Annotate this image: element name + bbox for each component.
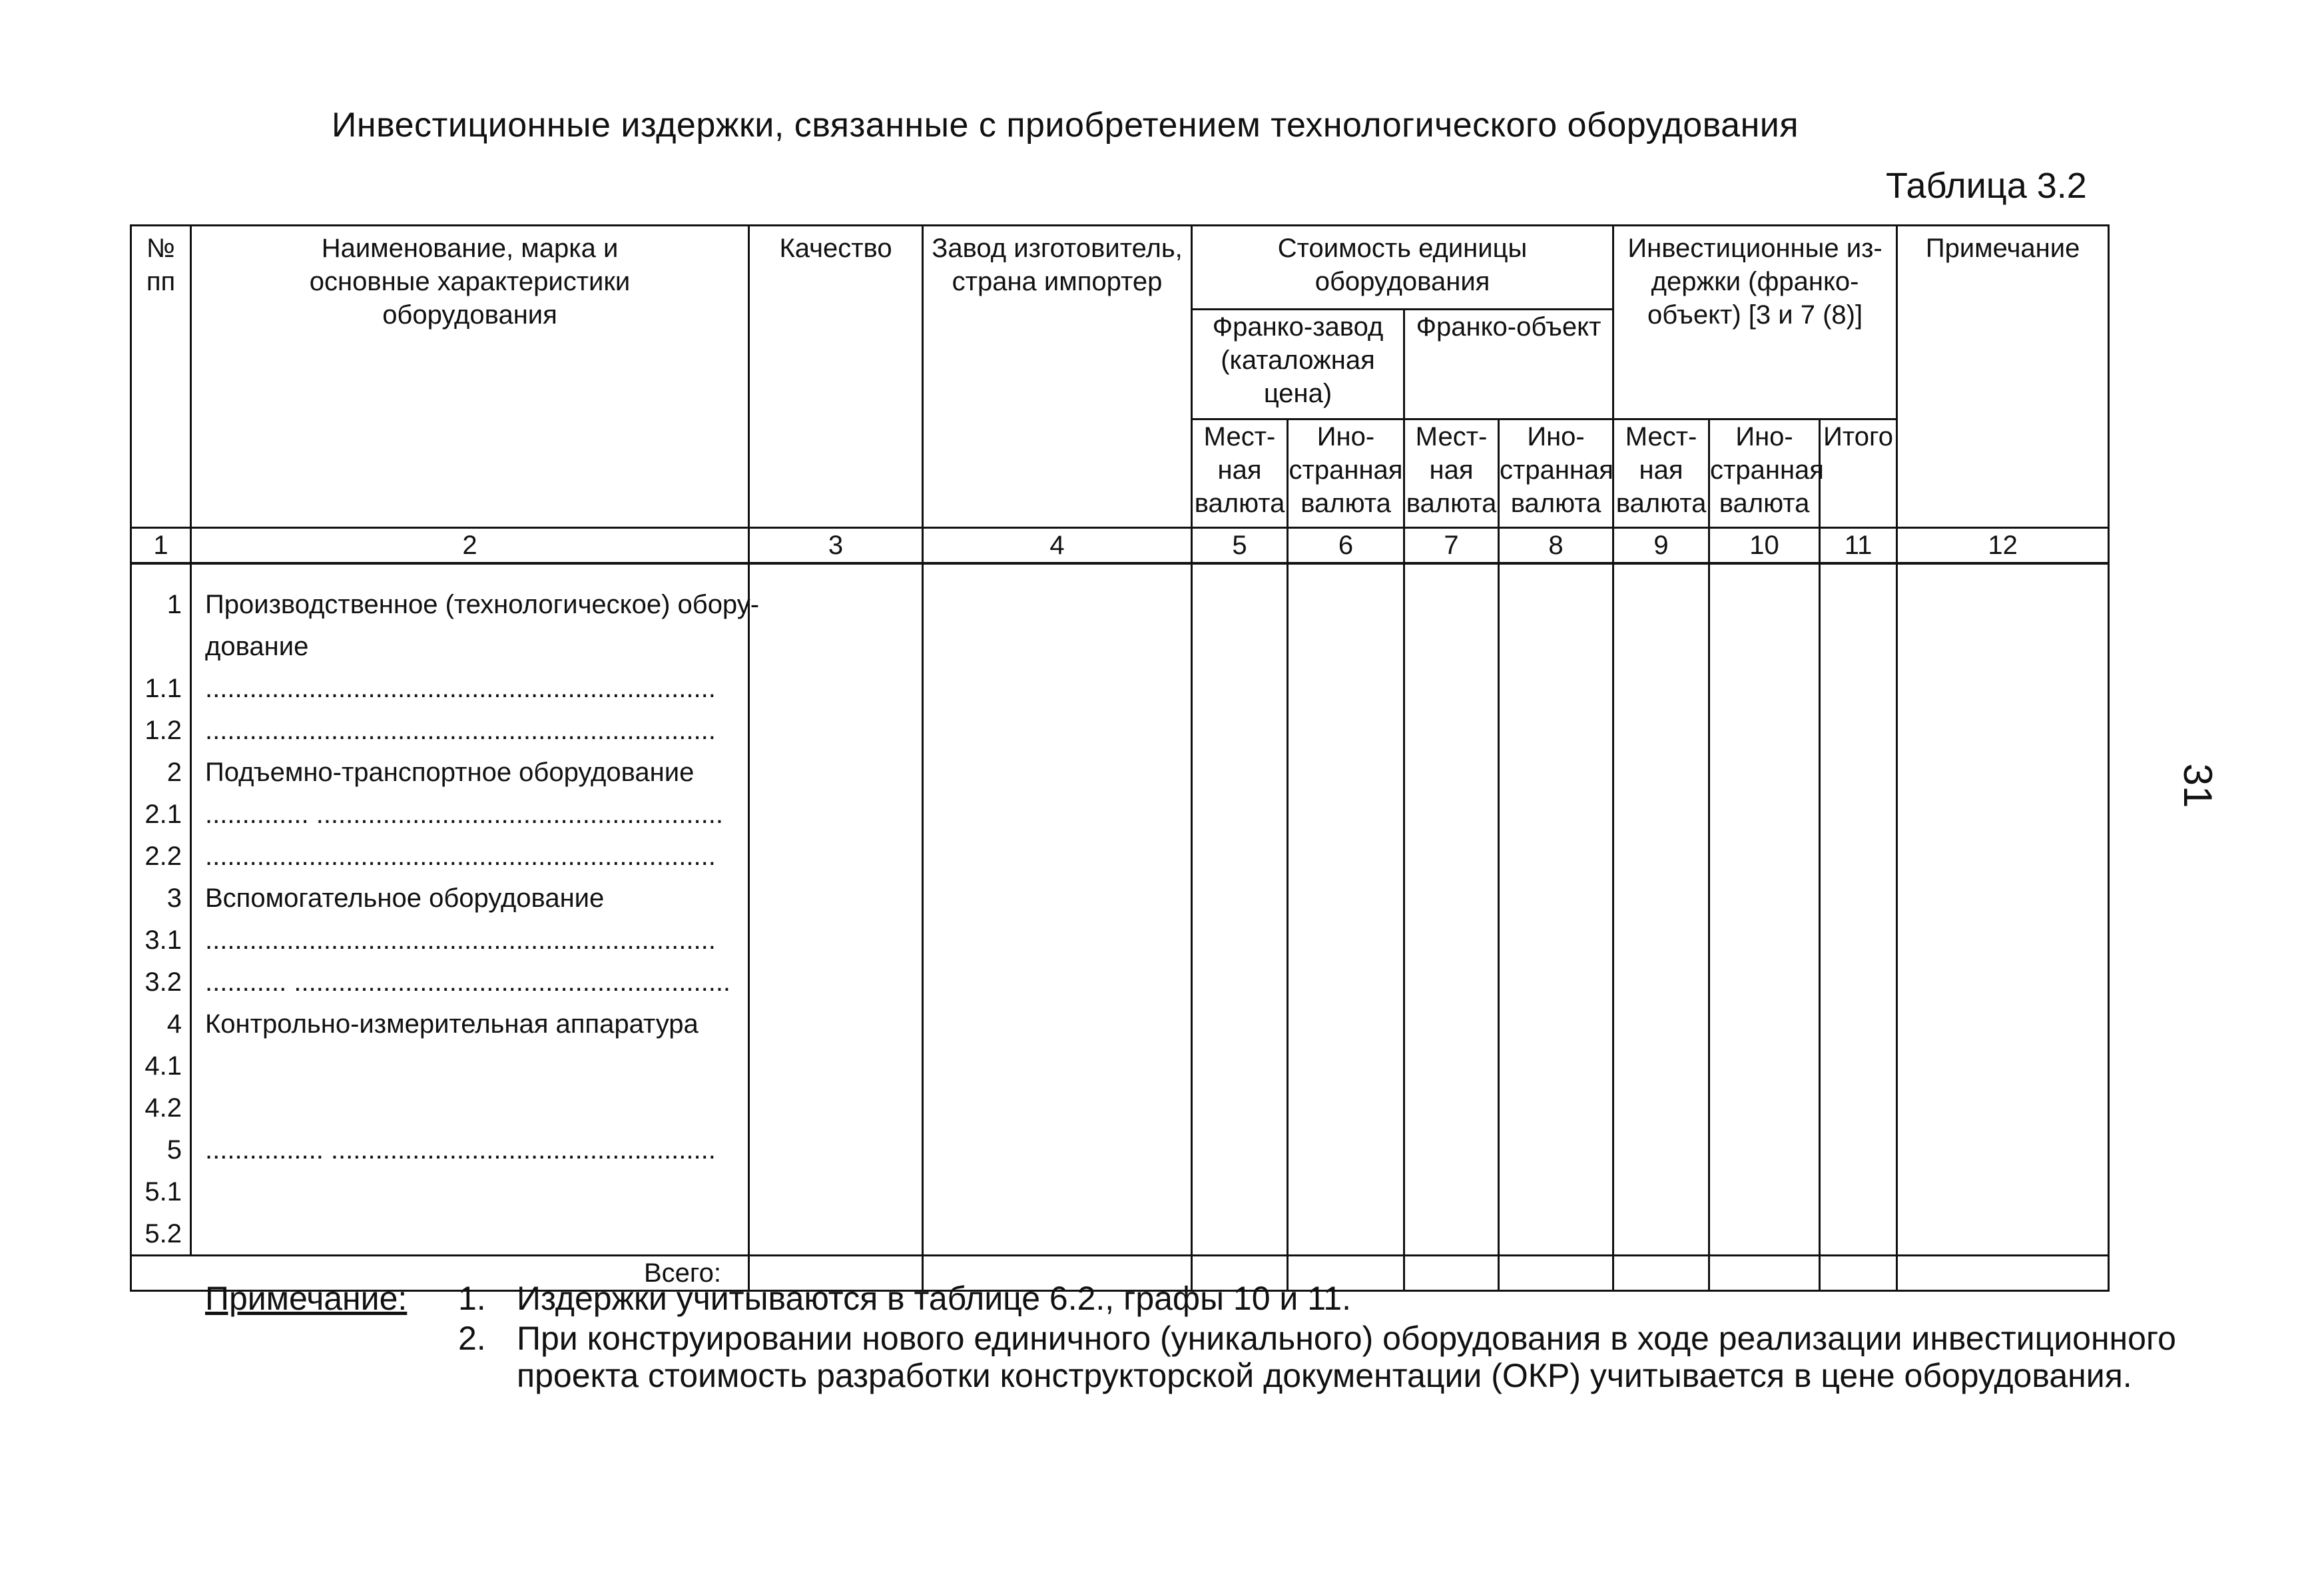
header-no-text: № пп	[146, 234, 176, 296]
header-local-currency-9: Мест-ная валюта	[1613, 419, 1709, 528]
cell-col-12	[1897, 563, 2109, 1256]
header-maker: Завод изготовитель, страна импортер	[923, 226, 1192, 528]
item-number: 4.1	[144, 1051, 182, 1081]
item-name	[205, 1045, 744, 1087]
item-name: .....................................................................	[205, 673, 716, 703]
total-cell-8	[1499, 1256, 1613, 1291]
cell-col-8	[1499, 563, 1613, 1256]
item-number: 2.2	[144, 841, 182, 871]
table-number-label: Таблица 3.2	[1886, 166, 2087, 206]
item-name	[205, 1171, 744, 1212]
column-number: 6	[1288, 528, 1404, 564]
header-note: Примечание	[1897, 226, 2109, 528]
header-local-currency-7: Мест-ная валюта	[1404, 419, 1499, 528]
total-cell-10	[1709, 1256, 1820, 1291]
header-unit-cost: Стоимость единицы оборудования	[1192, 226, 1613, 310]
item-name: дование	[205, 631, 309, 661]
document-title: Инвестиционные издержки, связанные с приобретением технологического оборудования	[332, 106, 1799, 144]
item-number: 3	[166, 883, 182, 913]
note-2-number: 2.	[458, 1320, 486, 1357]
column-number: 11	[1820, 528, 1897, 564]
column-number: 1	[131, 528, 191, 564]
items-number-column	[131, 563, 191, 1256]
cell-col-10	[1709, 563, 1820, 1256]
column-number: 2	[191, 528, 749, 564]
item-name	[205, 1087, 744, 1129]
cell-col-11	[1820, 563, 1897, 1256]
item-name: Производственное (технологическое) обору-	[205, 589, 760, 619]
page-number: 31	[2175, 763, 2220, 808]
item-number-list	[136, 583, 182, 1254]
item-number: 1.1	[144, 673, 182, 703]
item-name: Контрольно-измерительная аппаратура	[205, 1009, 699, 1039]
header-no	[131, 226, 191, 528]
item-number: 4.2	[144, 1093, 182, 1123]
header-local-currency-5: Мест-ная валюта	[1192, 419, 1288, 528]
header-foreign-currency-8: Ино-странная валюта	[1499, 419, 1613, 528]
column-number: 3	[749, 528, 923, 564]
item-number: 1	[166, 589, 182, 619]
cell-col-6	[1288, 563, 1404, 1256]
item-name: .....................................................................	[205, 841, 716, 871]
note-1-text: Издержки учитываются в таблице 6.2., графы 10 и 11.	[517, 1280, 1352, 1317]
item-name: ................ ....................................................	[205, 1135, 716, 1165]
column-number: 12	[1897, 528, 2109, 564]
header-quality: Качество	[749, 226, 923, 528]
item-number: 3.2	[144, 967, 182, 997]
column-number: 7	[1404, 528, 1499, 564]
item-name: Вспомогательное оборудование	[205, 883, 605, 913]
item-number: 4	[166, 1009, 182, 1039]
item-number: 5.1	[144, 1177, 182, 1206]
column-number: 5	[1192, 528, 1288, 564]
item-name: .....................................................................	[205, 715, 716, 745]
items-name-column	[191, 563, 760, 1256]
notes-label: Примечание:	[205, 1280, 408, 1317]
header-franco-site: Франко-объект	[1404, 310, 1613, 419]
cell-col-5	[1192, 563, 1288, 1256]
investment-costs-table	[130, 224, 2110, 1292]
column-number: 10	[1709, 528, 1820, 564]
header-name: Наименование, марка и основные характеристики оборудования	[191, 226, 749, 528]
item-number: 3.1	[144, 925, 182, 955]
note-1-number: 1.	[458, 1280, 486, 1317]
item-number: 1.2	[144, 715, 182, 745]
column-number: 9	[1613, 528, 1709, 564]
maker-cell	[923, 563, 1192, 1256]
note-2-text: При конструировании нового единичного (уникального) оборудования в ходе реализации инвестиционного проекта стоимость разработки конструкторской документации (ОКР) учитывается в цене оборудования.	[517, 1320, 2176, 1394]
header-foreign-currency-10: Ино-странная валюта	[1709, 419, 1820, 528]
header-franco-plant: Франко-завод (каталожная цена)	[1192, 310, 1404, 419]
item-number: 2	[166, 757, 182, 787]
header-total: Итого	[1820, 419, 1897, 528]
header-investment: Инвестиционные из-держки (франко-объект) [3 и 7 (8)]	[1613, 226, 1897, 419]
item-name: .............. .......................................................	[205, 799, 723, 829]
quality-cell	[749, 563, 923, 1256]
item-number	[136, 625, 182, 667]
header-foreign-currency-6: Ино-странная валюта	[1288, 419, 1404, 528]
item-name: Подъемно-транспортное оборудование	[205, 757, 695, 787]
column-number: 8	[1499, 528, 1613, 564]
item-name: .....................................................................	[205, 925, 716, 955]
total-cell-7	[1404, 1256, 1499, 1291]
cell-col-7	[1404, 563, 1499, 1256]
item-number: 5.2	[144, 1218, 182, 1248]
item-name: ........... ...........................................................	[205, 967, 731, 997]
cell-col-9	[1613, 563, 1709, 1256]
item-number: 2.1	[144, 799, 182, 829]
column-number: 4	[923, 528, 1192, 564]
item-number: 5	[166, 1135, 182, 1165]
total-cell-9	[1613, 1256, 1709, 1291]
total-row-label: Всего:	[131, 1256, 749, 1291]
item-name	[205, 1212, 744, 1254]
total-cell-12	[1897, 1256, 2109, 1291]
item-name-list	[205, 583, 760, 1254]
total-cell-11	[1820, 1256, 1897, 1291]
